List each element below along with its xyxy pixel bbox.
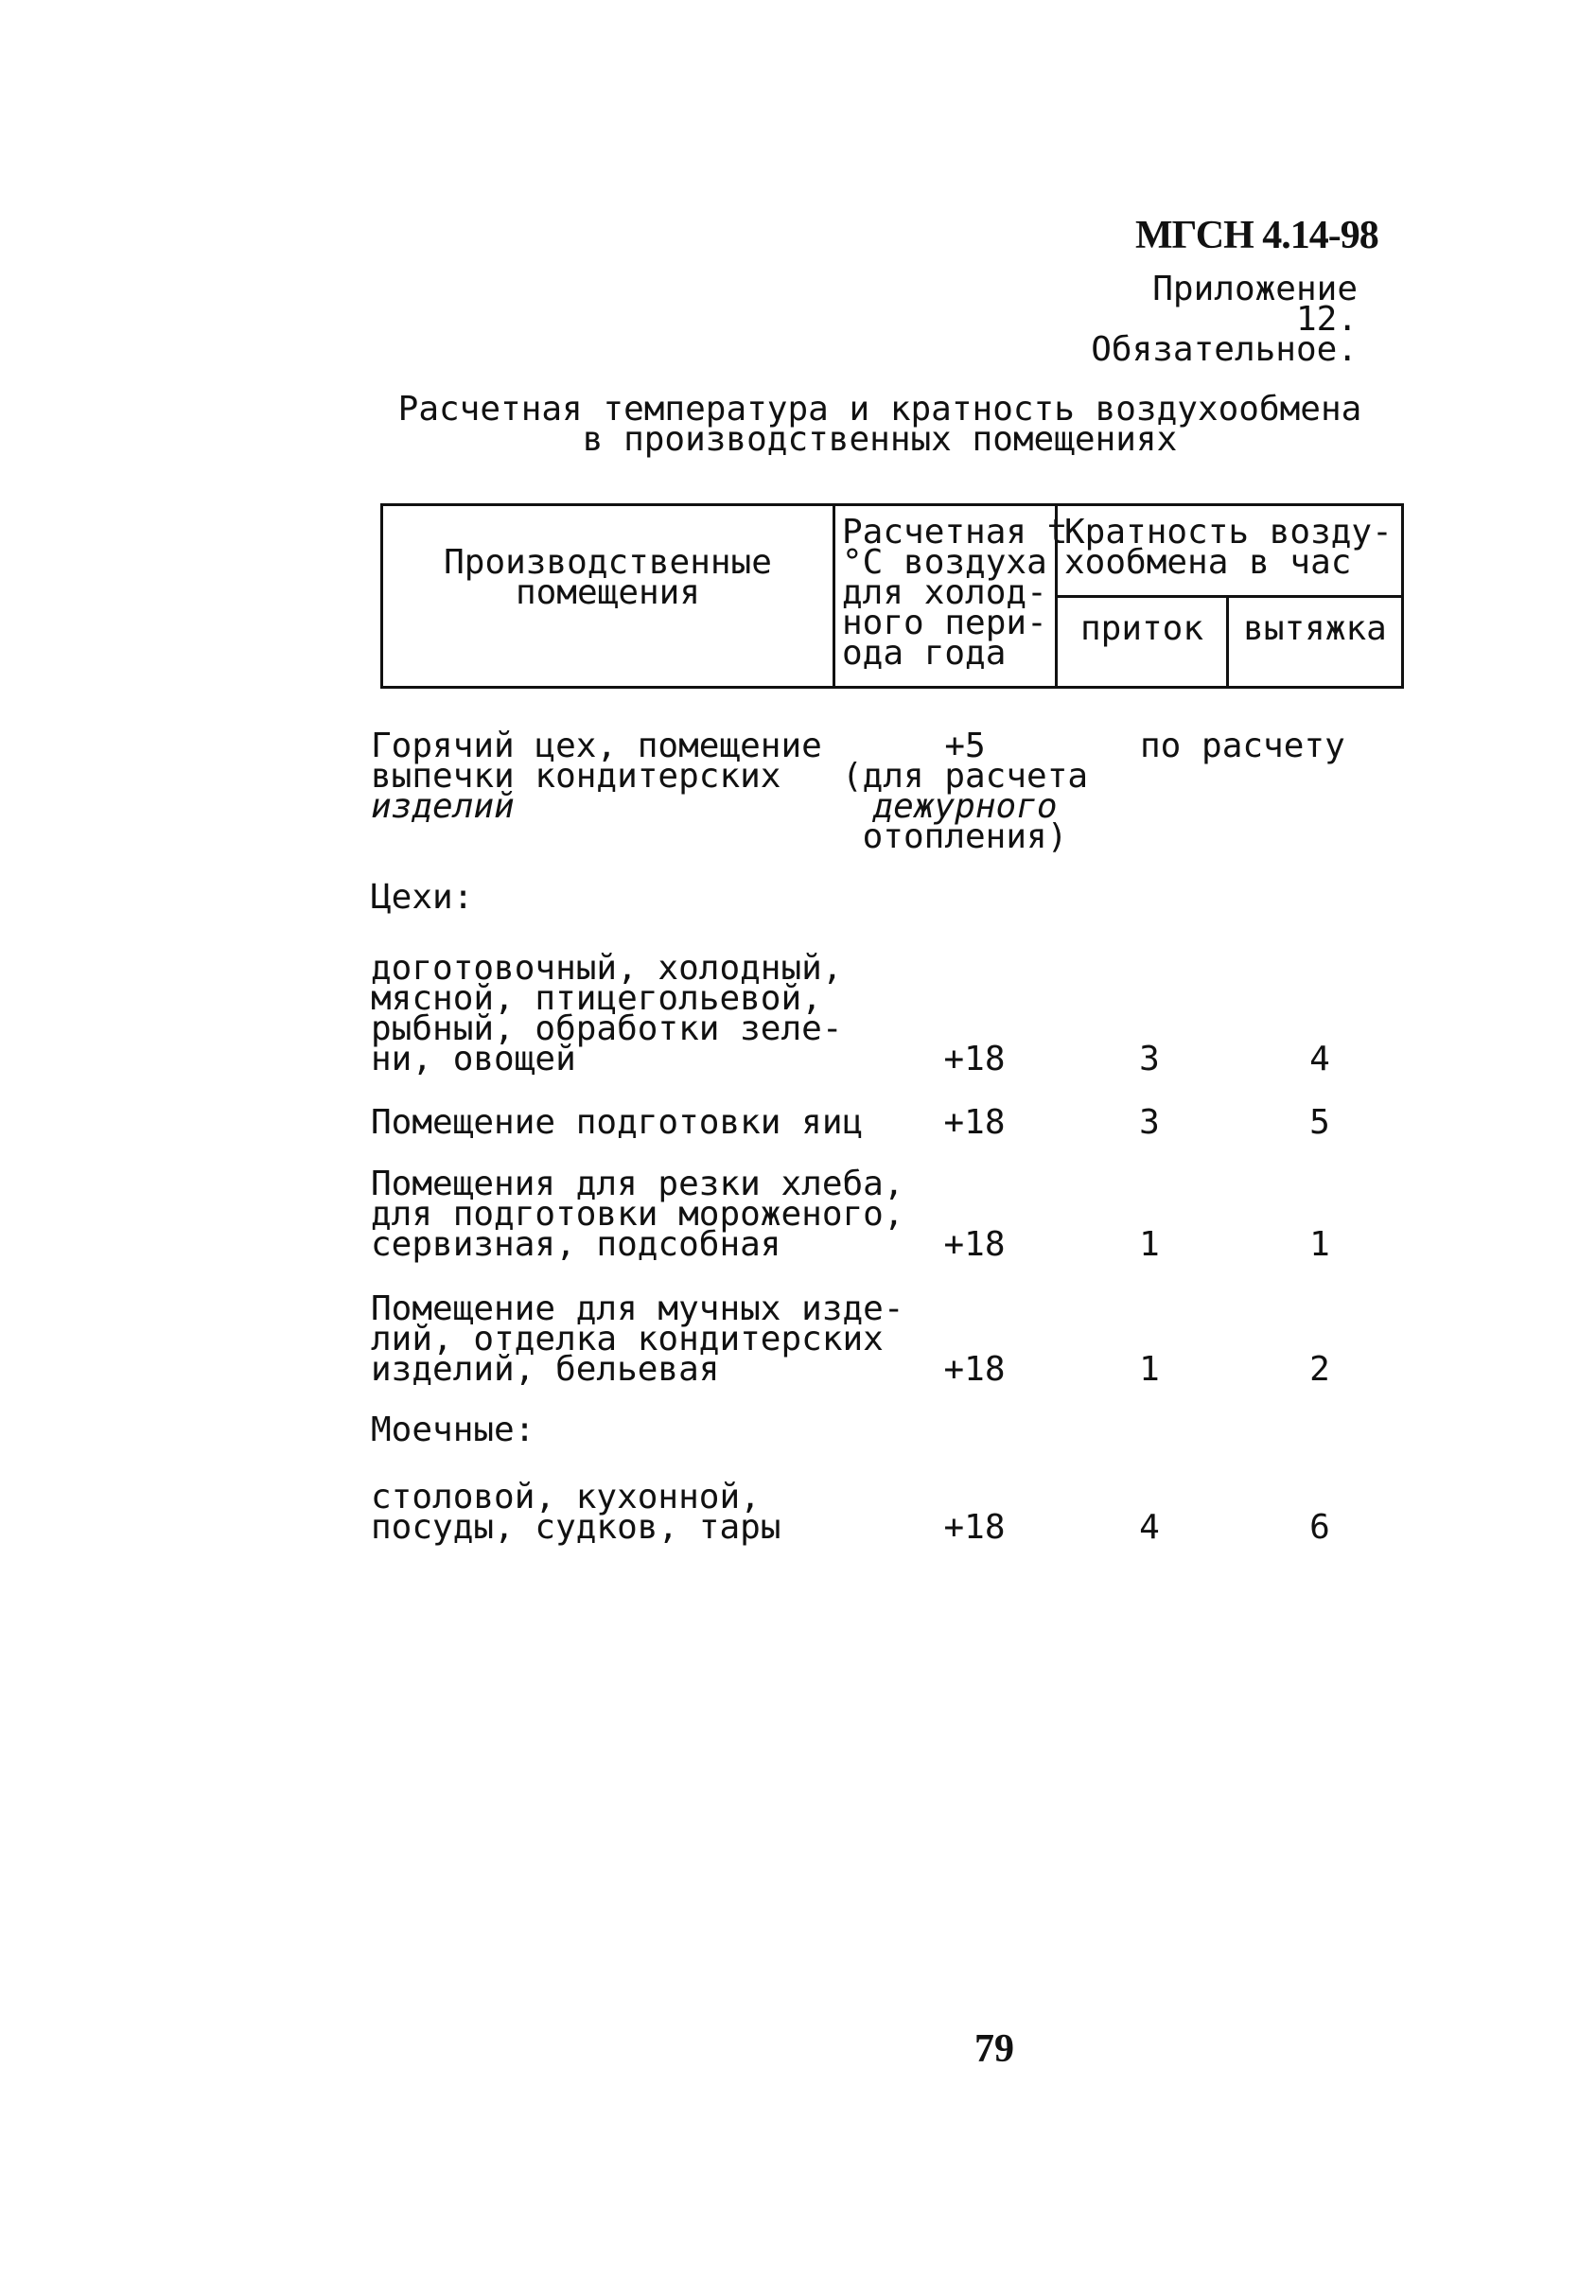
document-code: МГСН 4.14-98 [1135,214,1378,257]
table-row-inflow: 3 [1139,1103,1160,1142]
group-washrooms: Моечные: [371,1411,535,1449]
appendix-number: Приложение 12. [1152,270,1358,339]
table-row-inflow: 1 [1139,1350,1160,1389]
title-line: в производственных помещениях [582,420,1178,459]
table-row-inflow: 1 [1139,1225,1160,1264]
table-row-temp: +18 [943,1508,1006,1547]
table-row-name: столовой, кухонной, посуды, судков, тары [371,1478,781,1547]
group-workshops: Цехи: [371,878,474,917]
row-hot-shop-name: Горячий цех, помещение выпечки кондитерских изделий [371,727,822,826]
page-title [360,390,1400,459]
table-header [380,503,1404,689]
header-exhaust: вытяжка [1243,609,1387,648]
row-hot-shop-temp: +5 (для расчета дежурного отопления) [841,727,1089,856]
table-row-temp: +18 [943,1103,1006,1142]
page-number: 79 [974,2027,1014,2071]
row-hot-shop-exchange: по расчету [1140,727,1345,765]
table-row-name: Помещения для резки хлеба, для подготовки мороженого, сервизная, подсобная [371,1165,904,1264]
header-temperature: Расчетная t °С воздуха для холод- ного пери- ода года [842,513,1068,673]
appendix-label [1074,270,1358,369]
table-row-name: Помещение для мучных изде- лий, отделка кондитерских изделий, бельевая [371,1289,904,1389]
table-row-temp: +18 [943,1040,1006,1078]
header-air-exchange: Кратность возду- хообмена в час [1064,513,1393,582]
header-inflow: приток [1079,609,1204,648]
title-line: Расчетная температура и кратность воздухообмена [397,390,1362,429]
table-row-exhaust: 2 [1309,1350,1330,1389]
table-row-exhaust: 6 [1309,1508,1330,1547]
header-room: Производственные помещения [444,543,772,612]
table-row-inflow: 4 [1139,1508,1160,1547]
table-row-exhaust: 1 [1309,1225,1330,1264]
table-row-inflow: 3 [1139,1040,1160,1078]
table-row-temp: +18 [943,1350,1006,1389]
table-row-temp: +18 [943,1225,1006,1264]
table-row-name: доготовочный, холодный, мясной, птицегольевой, рыбный, обработки зеле- ни, овощей [371,949,843,1078]
table-row-exhaust: 4 [1309,1040,1330,1078]
table-row-exhaust: 5 [1309,1103,1330,1142]
appendix-status: Обязательное. [1091,330,1358,369]
table-row-name: Помещение подготовки яиц [371,1103,864,1142]
